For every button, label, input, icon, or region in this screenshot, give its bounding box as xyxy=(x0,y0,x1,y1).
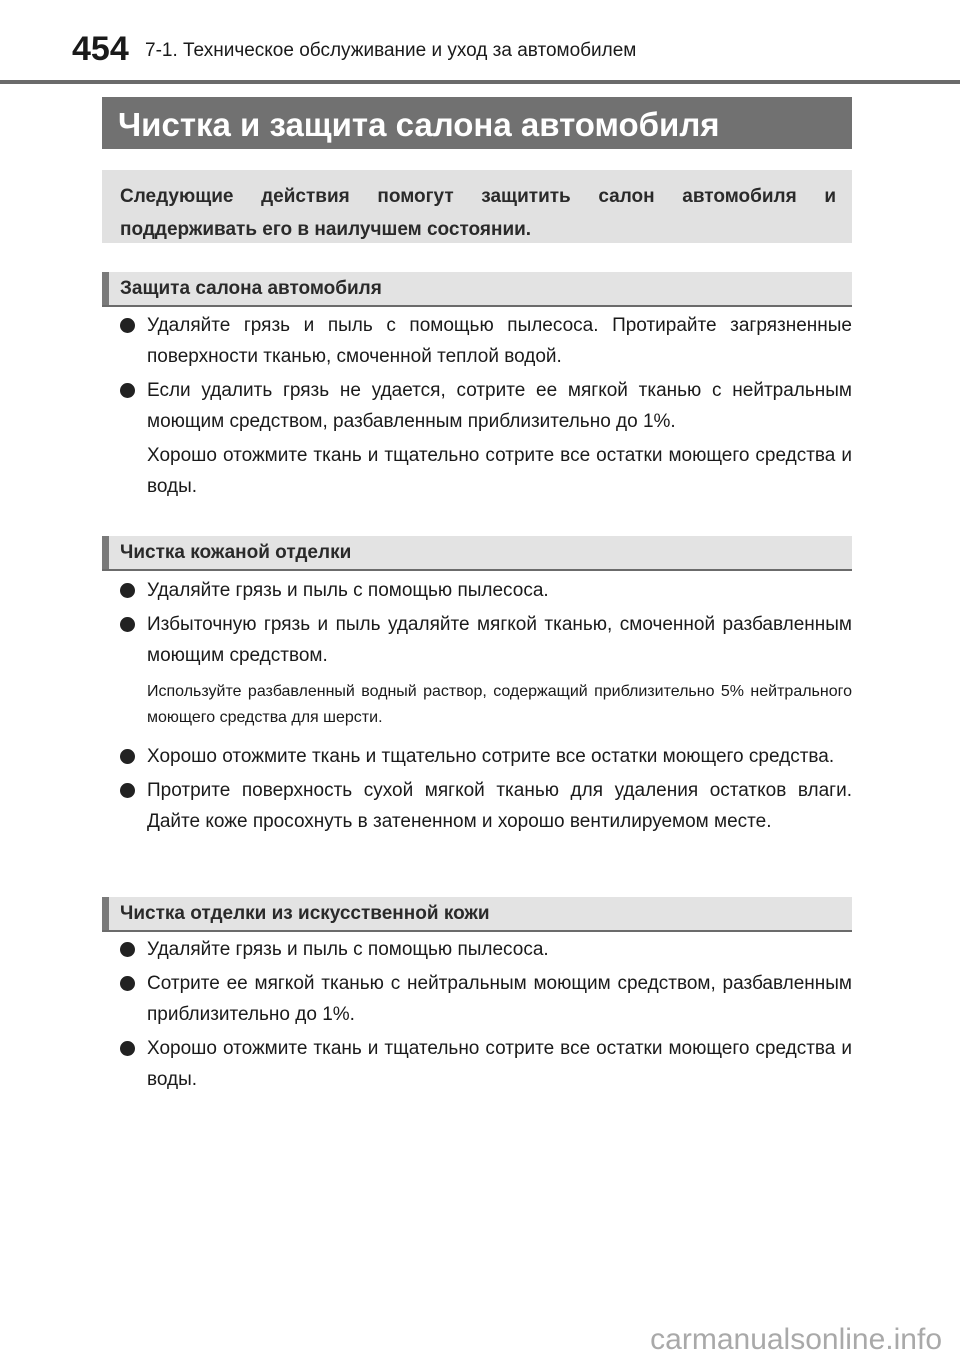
section-body-interior-protection xyxy=(102,310,852,505)
watermark: carmanualsonline.info xyxy=(650,1323,942,1356)
chapter-title: 7-1. Техническое обслуживание и уход за автомобилем xyxy=(145,40,637,61)
list-item xyxy=(102,375,852,437)
list-item-text: Сотрите ее мягкой тканью с нейтральным моющим средством, разбавленным приблизительно до 1%. xyxy=(147,973,852,1025)
section-header-interior-protection xyxy=(102,272,852,307)
section-title: Чистка кожаной отделки xyxy=(120,542,352,563)
page-header xyxy=(0,0,960,80)
list-item-text: Если удалить грязь не удается, сотрите ее мягкой тканью с нейтральным моющим средством, разбавленным приблизительно до 1%. xyxy=(147,380,852,432)
list-item-text: Протрите поверхность сухой мягкой тканью для удаления остатков влаги. Дайте коже просохнуть в затененном и хорошо вентилируемом месте. xyxy=(147,780,852,832)
bullet-icon xyxy=(120,749,135,764)
bullet-icon xyxy=(120,976,135,991)
section-title: Защита салона автомобиля xyxy=(120,278,382,299)
list-item xyxy=(102,741,852,772)
list-item-text: Удаляйте грязь и пыль с помощью пылесоса. xyxy=(147,939,549,960)
list-item-continuation: Хорошо отожмите ткань и тщательно сотрите все остатки моющего средства и воды. xyxy=(147,445,852,497)
bullet-icon xyxy=(120,942,135,957)
list-item xyxy=(102,310,852,372)
list-item xyxy=(102,968,852,1030)
list-item xyxy=(102,575,852,606)
page-number: 454 xyxy=(72,30,129,68)
header-divider xyxy=(0,80,960,84)
bullet-icon xyxy=(120,583,135,598)
list-item xyxy=(102,775,852,837)
bullet-icon xyxy=(120,318,135,333)
list-item-text: Хорошо отожмите ткань и тщательно сотрите все остатки моющего средства и воды. xyxy=(147,1038,852,1090)
section-banner xyxy=(102,97,852,149)
section-title: Чистка отделки из искусственной кожи xyxy=(120,903,490,924)
list-item-text: Избыточную грязь и пыль удаляйте мягкой тканью, смоченной разбавленным моющим средством. xyxy=(147,614,852,666)
note-text: Используйте разбавленный водный раствор, содержащий приблизительно 5% нейтрального моющего средства для шерсти. xyxy=(147,683,852,726)
bullet-icon xyxy=(120,617,135,632)
intro-box xyxy=(102,170,852,243)
section-accent xyxy=(102,272,109,305)
bullet-icon xyxy=(120,383,135,398)
list-item-text: Удаляйте грязь и пыль с помощью пылесоса. Протирайте загрязненные поверхности тканью, смоченной теплой водой. xyxy=(147,315,852,367)
section-header-artificial-leather xyxy=(102,897,852,932)
list-item xyxy=(102,609,852,671)
section-accent xyxy=(102,897,109,930)
intro-text: Следующие действия помогут защитить салон автомобиля и поддерживать его в наилучшем состоянии. xyxy=(120,186,836,240)
section-body-artificial-leather xyxy=(102,934,852,1098)
section-body-leather-cleaning xyxy=(102,575,852,840)
list-item-text: Хорошо отожмите ткань и тщательно сотрите все остатки моющего средства. xyxy=(147,746,835,767)
page-title: Чистка и защита салона автомобиля xyxy=(118,106,720,143)
list-item xyxy=(102,934,852,965)
section-header-leather-cleaning xyxy=(102,536,852,571)
bullet-icon xyxy=(120,783,135,798)
section-accent xyxy=(102,536,109,569)
bullet-icon xyxy=(120,1041,135,1056)
list-item xyxy=(102,1033,852,1095)
list-item-text: Удаляйте грязь и пыль с помощью пылесоса. xyxy=(147,580,549,601)
